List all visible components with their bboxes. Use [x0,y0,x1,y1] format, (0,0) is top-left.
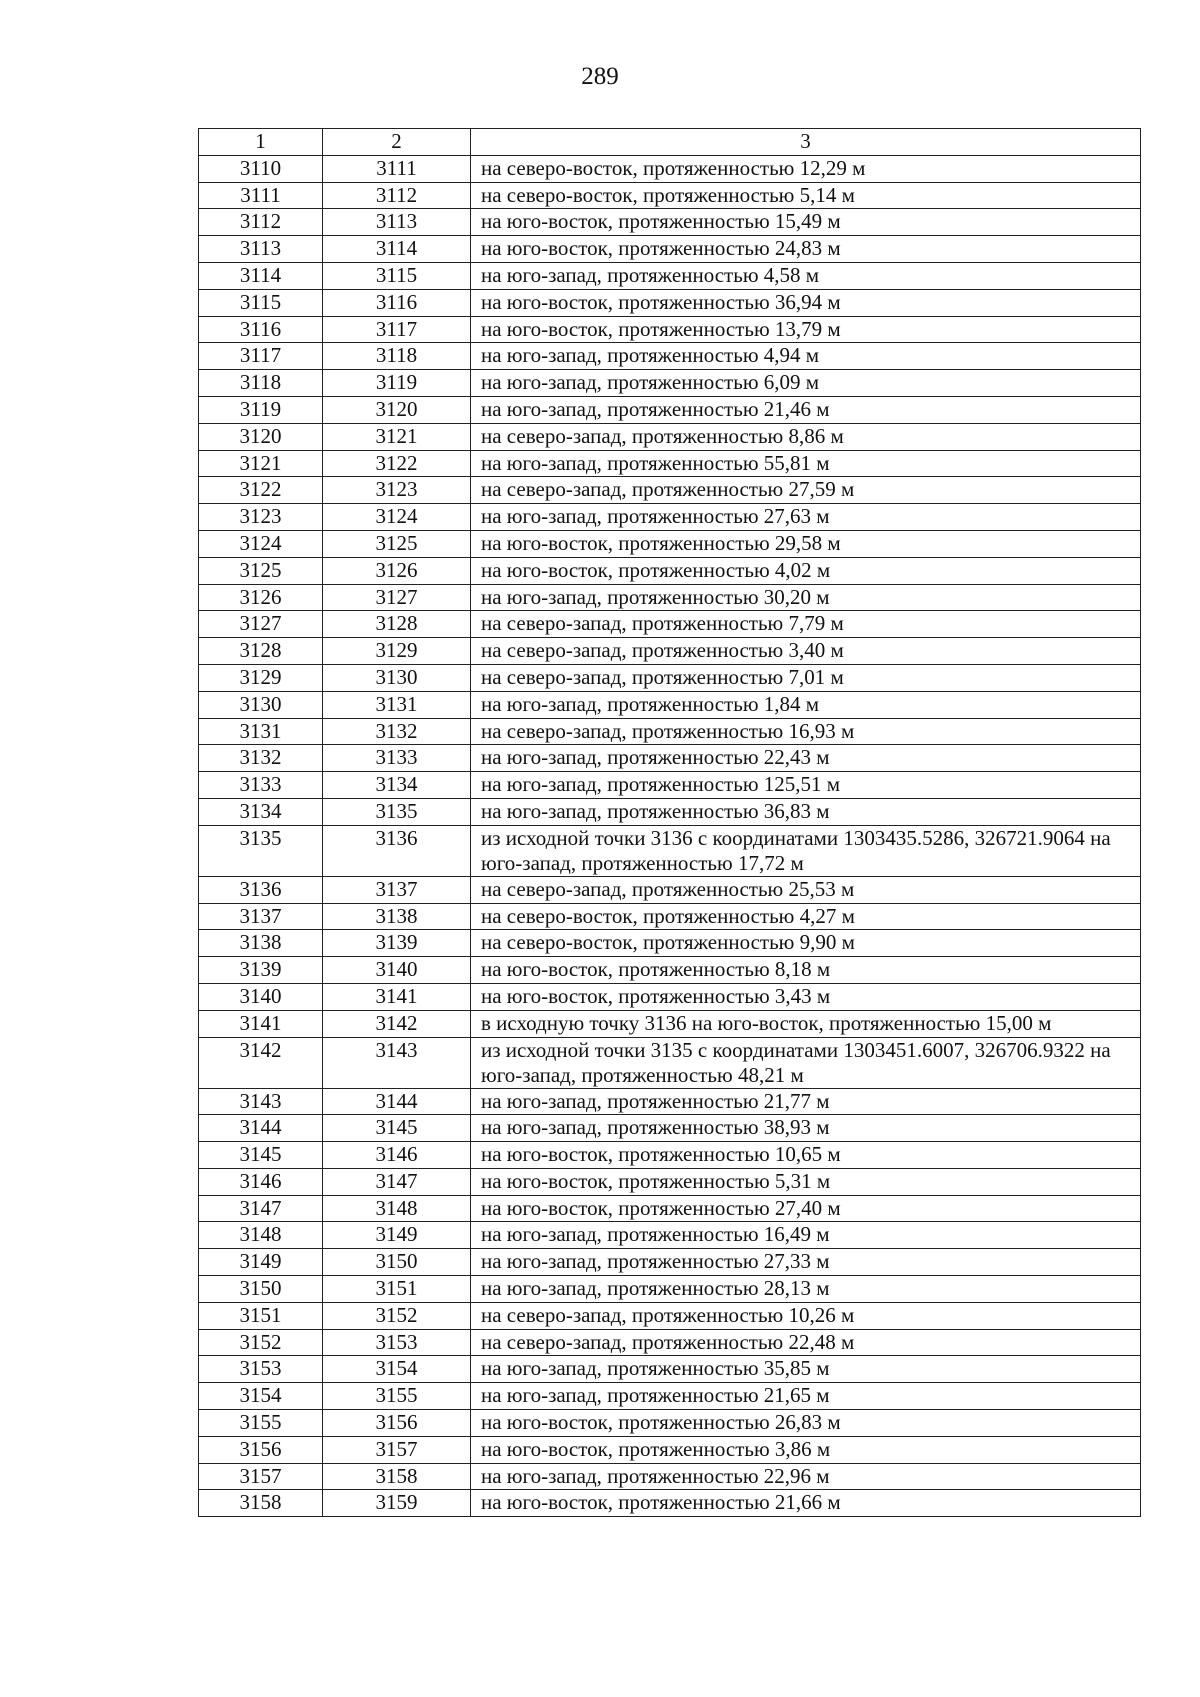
table-row [199,1329,1141,1356]
from-point-cell: 3129 [199,664,323,691]
table-row [199,903,1141,930]
description-cell: на юго-запад, протяженностью 22,96 м [471,1463,1141,1490]
to-point-cell: 3133 [323,745,471,772]
from-point-cell: 3152 [199,1329,323,1356]
from-point-cell: 3153 [199,1356,323,1383]
table-row [199,798,1141,825]
from-point-cell: 3138 [199,930,323,957]
header-cell-3: 3 [471,129,1141,156]
table-row [199,1356,1141,1383]
description-cell: на юго-запад, протяженностью 35,85 м [471,1356,1141,1383]
description-cell: на северо-восток, протяженностью 5,14 м [471,182,1141,209]
description-cell: в исходную точку 3136 на юго-восток, протяженностью 15,00 м [471,1010,1141,1037]
description-cell: из исходной точки 3135 с координатами 1303451.6007, 326706.9322 на юго-запад, протяженностью 48,21 м [471,1037,1141,1088]
table-row [199,155,1141,182]
to-point-cell: 3131 [323,691,471,718]
to-point-cell: 3145 [323,1115,471,1142]
to-point-cell: 3139 [323,930,471,957]
to-point-cell: 3154 [323,1356,471,1383]
table-row [199,289,1141,316]
to-point-cell: 3158 [323,1463,471,1490]
description-cell: на юго-запад, протяженностью 22,43 м [471,745,1141,772]
table-row [199,1436,1141,1463]
description-cell: на юго-восток, протяженностью 15,49 м [471,209,1141,236]
from-point-cell: 3113 [199,236,323,263]
from-point-cell: 3144 [199,1115,323,1142]
from-point-cell: 3148 [199,1222,323,1249]
to-point-cell: 3134 [323,772,471,799]
description-cell: на юго-восток, протяженностью 5,31 м [471,1168,1141,1195]
to-point-cell: 3156 [323,1410,471,1437]
from-point-cell: 3149 [199,1249,323,1276]
to-point-cell: 3129 [323,638,471,665]
table-row [199,370,1141,397]
from-point-cell: 3130 [199,691,323,718]
from-point-cell: 3110 [199,155,323,182]
from-point-cell: 3125 [199,557,323,584]
description-cell: на северо-запад, протяженностью 27,59 м [471,477,1141,504]
from-point-cell: 3136 [199,876,323,903]
to-point-cell: 3114 [323,236,471,263]
from-point-cell: 3131 [199,718,323,745]
table-row [199,1276,1141,1303]
description-cell: на юго-восток, протяженностью 26,83 м [471,1410,1141,1437]
to-point-cell: 3146 [323,1142,471,1169]
description-cell: на юго-запад, протяженностью 21,77 м [471,1088,1141,1115]
description-cell: на юго-запад, протяженностью 6,09 м [471,370,1141,397]
table-row [199,584,1141,611]
description-cell: на юго-запад, протяженностью 28,13 м [471,1276,1141,1303]
to-point-cell: 3113 [323,209,471,236]
description-cell: на юго-восток, протяженностью 27,40 м [471,1195,1141,1222]
from-point-cell: 3143 [199,1088,323,1115]
from-point-cell: 3151 [199,1302,323,1329]
description-cell: на юго-запад, протяженностью 125,51 м [471,772,1141,799]
from-point-cell: 3135 [199,825,323,876]
boundary-table [198,128,1141,1517]
description-cell: на северо-запад, протяженностью 8,86 м [471,423,1141,450]
from-point-cell: 3123 [199,504,323,531]
from-point-cell: 3115 [199,289,323,316]
table-row [199,718,1141,745]
to-point-cell: 3111 [323,155,471,182]
from-point-cell: 3118 [199,370,323,397]
description-cell: на северо-восток, протяженностью 12,29 м [471,155,1141,182]
description-cell: на юго-восток, протяженностью 21,66 м [471,1490,1141,1517]
to-point-cell: 3143 [323,1037,471,1088]
table-row [199,209,1141,236]
table-row [199,1410,1141,1437]
table-row [199,450,1141,477]
table-row [199,1142,1141,1169]
table-row [199,664,1141,691]
from-point-cell: 3111 [199,182,323,209]
table-header-row [199,129,1141,156]
to-point-cell: 3155 [323,1383,471,1410]
description-cell: на юго-запад, протяженностью 27,63 м [471,504,1141,531]
to-point-cell: 3138 [323,903,471,930]
from-point-cell: 3146 [199,1168,323,1195]
table-row [199,477,1141,504]
table-row [199,530,1141,557]
table-row [199,691,1141,718]
to-point-cell: 3144 [323,1088,471,1115]
table-row [199,236,1141,263]
description-cell: на северо-запад, протяженностью 10,26 м [471,1302,1141,1329]
table-row [199,1249,1141,1276]
to-point-cell: 3118 [323,343,471,370]
description-cell: на юго-запад, протяженностью 55,81 м [471,450,1141,477]
table-row [199,557,1141,584]
to-point-cell: 3141 [323,983,471,1010]
to-point-cell: 3125 [323,530,471,557]
from-point-cell: 3158 [199,1490,323,1517]
table-row [199,772,1141,799]
page-number: 289 [581,63,619,90]
to-point-cell: 3117 [323,316,471,343]
table-row [199,1222,1141,1249]
to-point-cell: 3126 [323,557,471,584]
to-point-cell: 3147 [323,1168,471,1195]
description-cell: на северо-запад, протяженностью 7,01 м [471,664,1141,691]
description-cell: на юго-восток, протяженностью 10,65 м [471,1142,1141,1169]
to-point-cell: 3120 [323,396,471,423]
to-point-cell: 3121 [323,423,471,450]
table-row [199,1302,1141,1329]
header-cell-2: 2 [323,129,471,156]
description-cell: на юго-запад, протяженностью 4,58 м [471,262,1141,289]
table-row [199,1490,1141,1517]
to-point-cell: 3150 [323,1249,471,1276]
from-point-cell: 3157 [199,1463,323,1490]
to-point-cell: 3128 [323,611,471,638]
from-point-cell: 3122 [199,477,323,504]
description-cell: на юго-запад, протяженностью 30,20 м [471,584,1141,611]
table-row [199,745,1141,772]
header-cell-1: 1 [199,129,323,156]
description-cell: на юго-запад, протяженностью 16,49 м [471,1222,1141,1249]
table-row [199,316,1141,343]
from-point-cell: 3134 [199,798,323,825]
table-row [199,876,1141,903]
to-point-cell: 3112 [323,182,471,209]
description-cell: на юго-восток, протяженностью 8,18 м [471,957,1141,984]
table-row [199,343,1141,370]
description-cell: на северо-восток, протяженностью 9,90 м [471,930,1141,957]
from-point-cell: 3142 [199,1037,323,1088]
description-cell: на юго-запад, протяженностью 21,65 м [471,1383,1141,1410]
to-point-cell: 3132 [323,718,471,745]
table-row [199,1463,1141,1490]
from-point-cell: 3119 [199,396,323,423]
description-cell: на юго-восток, протяженностью 36,94 м [471,289,1141,316]
from-point-cell: 3126 [199,584,323,611]
to-point-cell: 3122 [323,450,471,477]
description-cell: на северо-запад, протяженностью 25,53 м [471,876,1141,903]
description-cell: на юго-восток, протяженностью 3,86 м [471,1436,1141,1463]
from-point-cell: 3116 [199,316,323,343]
from-point-cell: 3139 [199,957,323,984]
description-cell: на юго-запад, протяженностью 38,93 м [471,1115,1141,1142]
table-row [199,638,1141,665]
table-row [199,1195,1141,1222]
from-point-cell: 3150 [199,1276,323,1303]
table-row [199,983,1141,1010]
table-row [199,504,1141,531]
description-cell: на северо-запад, протяженностью 7,79 м [471,611,1141,638]
to-point-cell: 3148 [323,1195,471,1222]
from-point-cell: 3140 [199,983,323,1010]
to-point-cell: 3137 [323,876,471,903]
description-cell: из исходной точки 3136 с координатами 1303435.5286, 326721.9064 на юго-запад, протяженностью 17,72 м [471,825,1141,876]
from-point-cell: 3133 [199,772,323,799]
table-row [199,930,1141,957]
description-cell: на северо-восток, протяженностью 4,27 м [471,903,1141,930]
to-point-cell: 3124 [323,504,471,531]
table-row [199,1037,1141,1088]
description-cell: на северо-запад, протяженностью 16,93 м [471,718,1141,745]
description-cell: на юго-восток, протяженностью 13,79 м [471,316,1141,343]
description-cell: на северо-запад, протяженностью 22,48 м [471,1329,1141,1356]
description-cell: на северо-запад, протяженностью 3,40 м [471,638,1141,665]
to-point-cell: 3149 [323,1222,471,1249]
to-point-cell: 3136 [323,825,471,876]
from-point-cell: 3147 [199,1195,323,1222]
from-point-cell: 3117 [199,343,323,370]
table-row [199,1115,1141,1142]
to-point-cell: 3127 [323,584,471,611]
to-point-cell: 3142 [323,1010,471,1037]
table-row [199,262,1141,289]
to-point-cell: 3152 [323,1302,471,1329]
to-point-cell: 3130 [323,664,471,691]
to-point-cell: 3153 [323,1329,471,1356]
description-cell: на юго-запад, протяженностью 4,94 м [471,343,1141,370]
table-row [199,1010,1141,1037]
from-point-cell: 3120 [199,423,323,450]
to-point-cell: 3123 [323,477,471,504]
from-point-cell: 3154 [199,1383,323,1410]
table-row [199,611,1141,638]
from-point-cell: 3127 [199,611,323,638]
to-point-cell: 3115 [323,262,471,289]
description-cell: на юго-восток, протяженностью 4,02 м [471,557,1141,584]
from-point-cell: 3128 [199,638,323,665]
to-point-cell: 3140 [323,957,471,984]
table-row [199,825,1141,876]
table-row [199,1383,1141,1410]
from-point-cell: 3114 [199,262,323,289]
to-point-cell: 3151 [323,1276,471,1303]
description-cell: на юго-восток, протяженностью 24,83 м [471,236,1141,263]
description-cell: на юго-восток, протяженностью 29,58 м [471,530,1141,557]
from-point-cell: 3124 [199,530,323,557]
description-cell: на юго-запад, протяженностью 1,84 м [471,691,1141,718]
from-point-cell: 3137 [199,903,323,930]
from-point-cell: 3156 [199,1436,323,1463]
table-row [199,182,1141,209]
description-cell: на юго-запад, протяженностью 36,83 м [471,798,1141,825]
table-row [199,957,1141,984]
table-row [199,396,1141,423]
from-point-cell: 3132 [199,745,323,772]
from-point-cell: 3121 [199,450,323,477]
from-point-cell: 3141 [199,1010,323,1037]
table-row [199,423,1141,450]
description-cell: на юго-запад, протяженностью 27,33 м [471,1249,1141,1276]
table-row [199,1168,1141,1195]
from-point-cell: 3155 [199,1410,323,1437]
to-point-cell: 3135 [323,798,471,825]
description-cell: на юго-запад, протяженностью 21,46 м [471,396,1141,423]
to-point-cell: 3119 [323,370,471,397]
table-body [199,155,1141,1516]
table-row [199,1088,1141,1115]
from-point-cell: 3145 [199,1142,323,1169]
description-cell: на юго-восток, протяженностью 3,43 м [471,983,1141,1010]
to-point-cell: 3157 [323,1436,471,1463]
to-point-cell: 3159 [323,1490,471,1517]
from-point-cell: 3112 [199,209,323,236]
to-point-cell: 3116 [323,289,471,316]
